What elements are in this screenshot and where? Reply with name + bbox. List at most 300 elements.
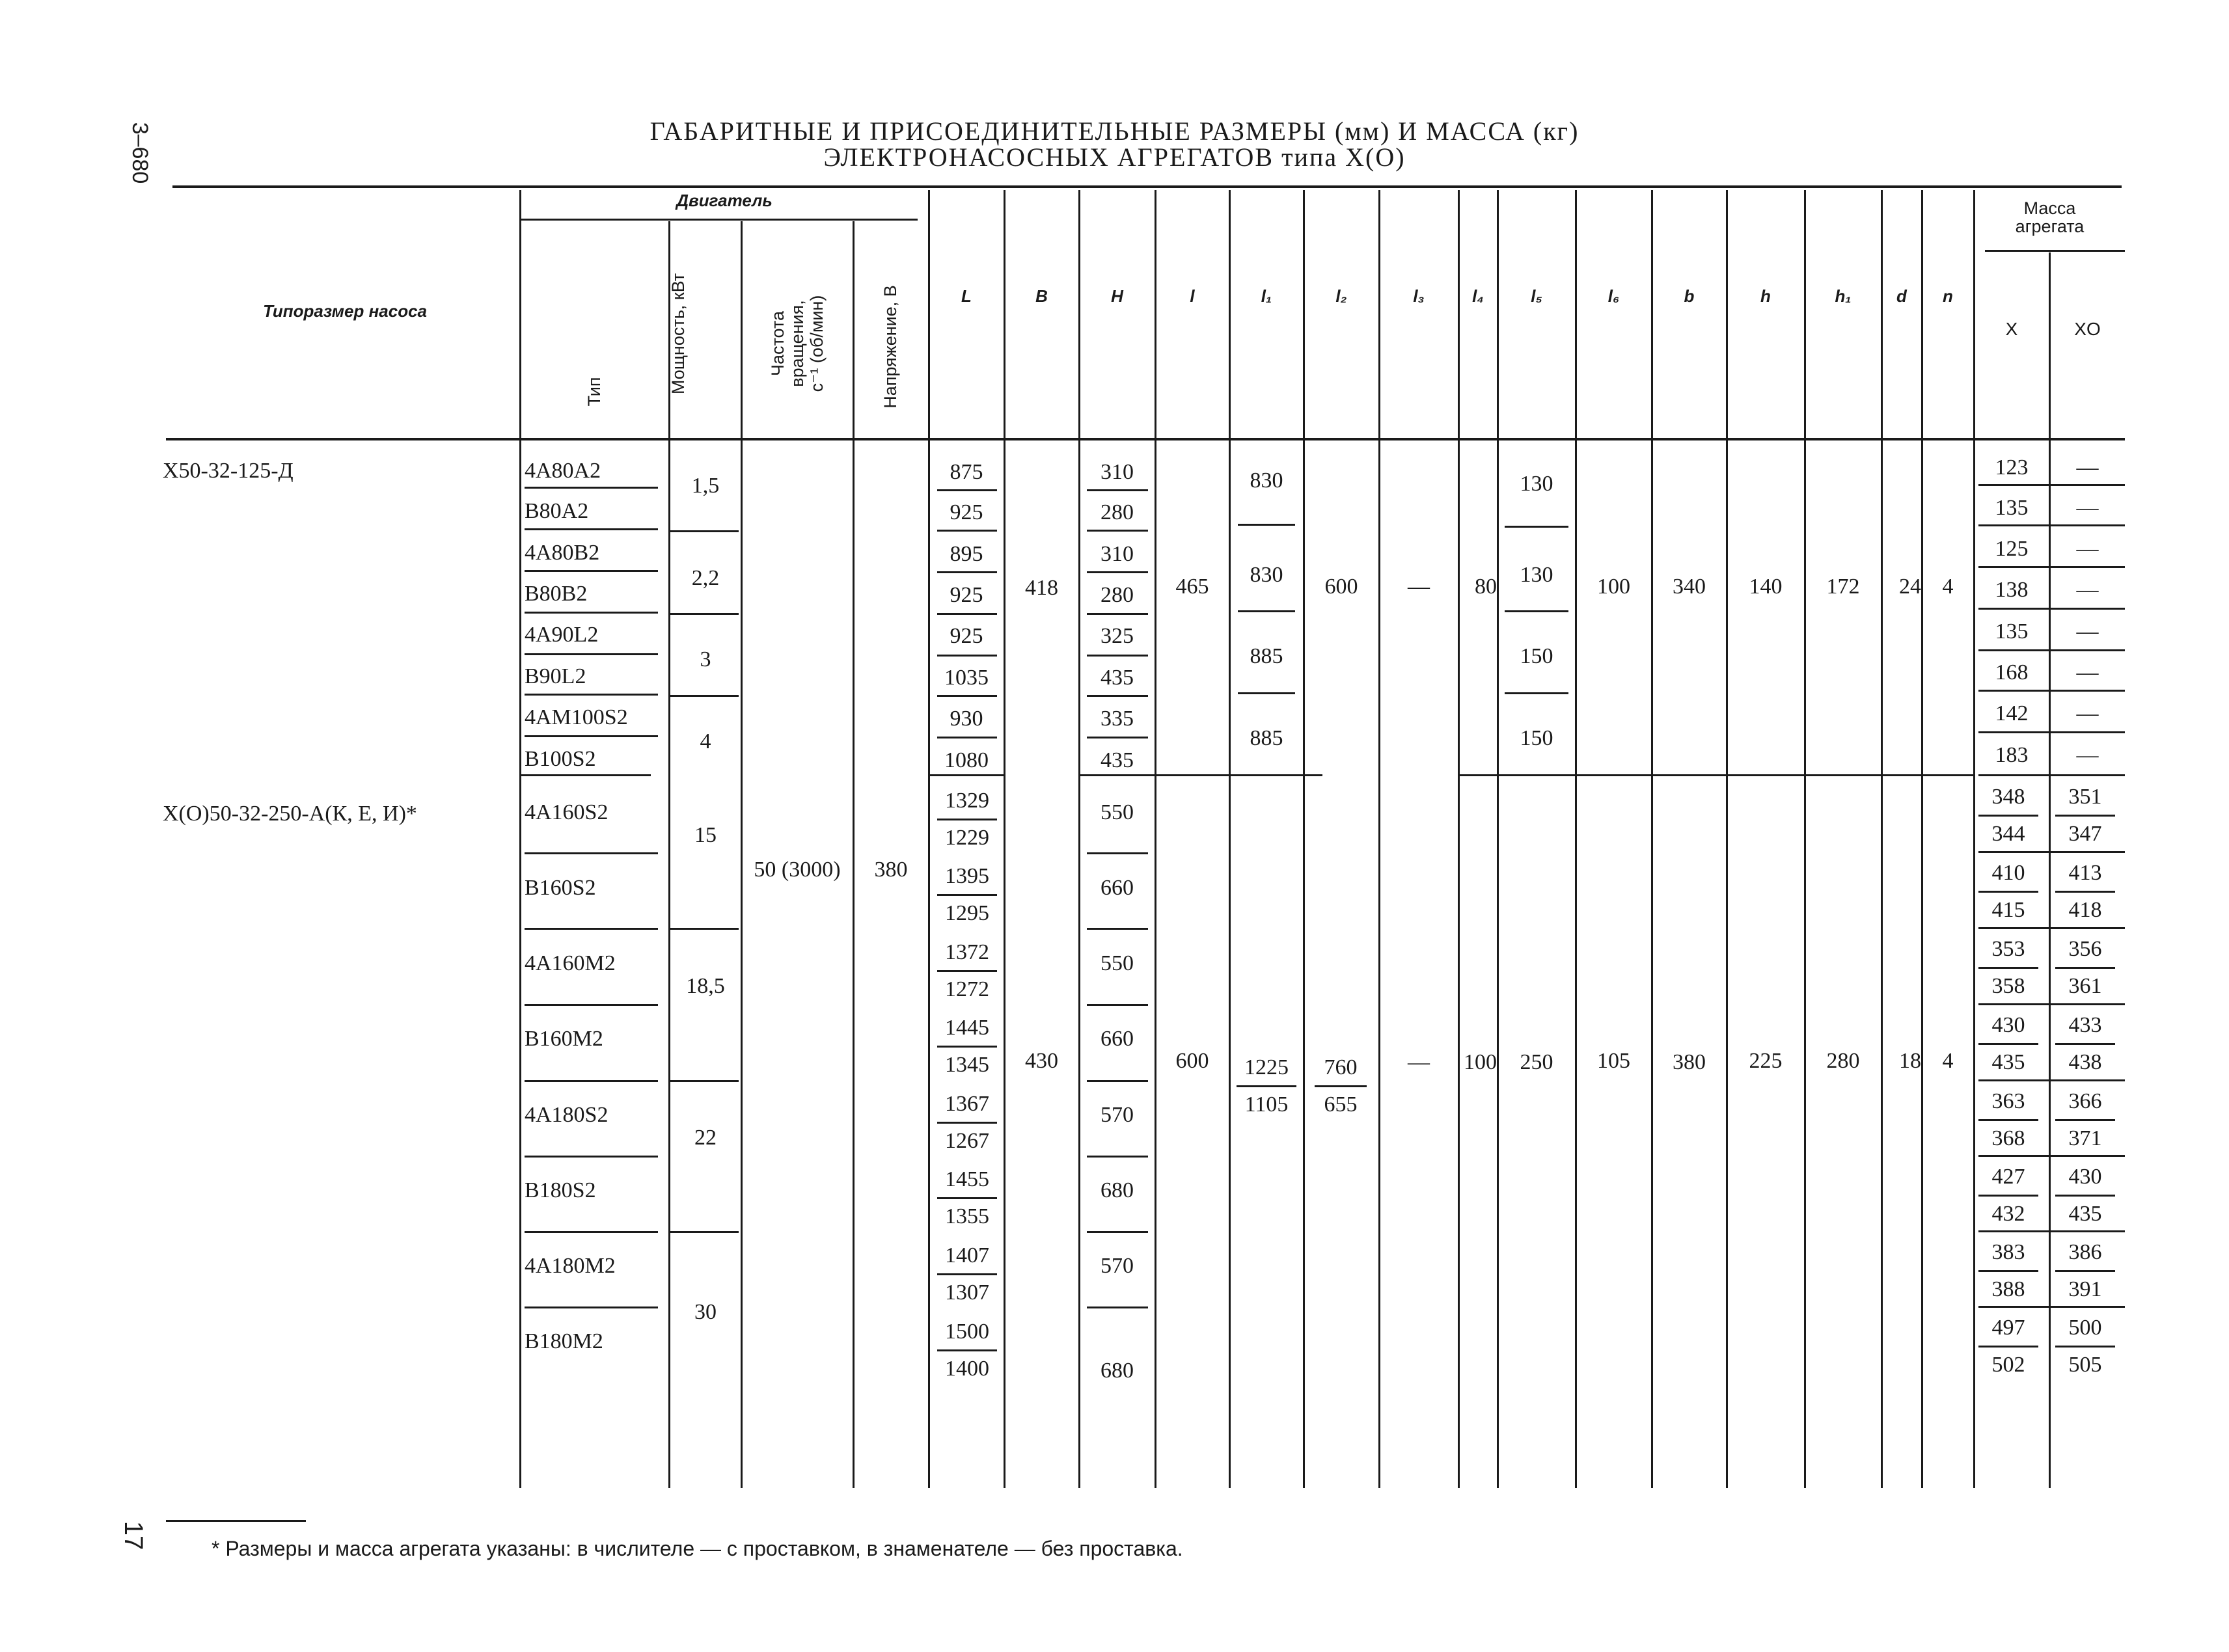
rule bbox=[525, 1231, 658, 1233]
g1-mass-x: 138 bbox=[1995, 578, 2029, 602]
rule bbox=[1978, 484, 2125, 486]
g2-B: 430 bbox=[1025, 1049, 1058, 1073]
rule bbox=[1978, 927, 2125, 929]
rule bbox=[670, 1080, 739, 1082]
g1-b: 340 bbox=[1673, 575, 1706, 599]
g2-L bbox=[937, 1162, 997, 1234]
g2-L bbox=[937, 859, 997, 931]
g2-l2-den: 655 bbox=[1324, 1092, 1358, 1117]
g1-H: 310 bbox=[1101, 460, 1134, 484]
col-rule bbox=[1651, 190, 1653, 1488]
rule bbox=[525, 852, 658, 854]
g1-l5: 150 bbox=[1520, 644, 1553, 668]
col-rule bbox=[1378, 190, 1380, 1488]
g2-mass-xo bbox=[2055, 856, 2115, 928]
rule bbox=[1238, 524, 1295, 526]
g2-mass-xo-num: 500 bbox=[2055, 1310, 2115, 1347]
g2-H: 570 bbox=[1101, 1254, 1134, 1278]
g1-l5: 130 bbox=[1520, 472, 1553, 496]
rule bbox=[1978, 1306, 2125, 1308]
g2-mass-xo-den: 347 bbox=[2068, 822, 2102, 846]
col-rule bbox=[1458, 190, 1460, 1488]
g2-mass-xo bbox=[2055, 1310, 2115, 1383]
g2-L-den: 1355 bbox=[945, 1204, 989, 1228]
g1-n: 4 bbox=[1942, 575, 1954, 599]
col-rule bbox=[853, 221, 855, 1488]
g2-H: 680 bbox=[1101, 1359, 1134, 1383]
g2-mass-xo-den: 505 bbox=[2068, 1353, 2102, 1377]
g2-mass-xo-den: 391 bbox=[2068, 1277, 2102, 1301]
col-rule bbox=[1497, 190, 1499, 1488]
rule bbox=[1087, 737, 1148, 738]
footnote: * Размеры и масса агрегата указаны: в числителе — с проставком, в знаменателе — без проставка. bbox=[212, 1537, 1183, 1560]
rule bbox=[1505, 526, 1568, 528]
g1-H: 280 bbox=[1101, 583, 1134, 607]
g2-l6: 105 bbox=[1597, 1049, 1630, 1073]
group2-pump: X(O)50-32-250-A(К, Е, И)* bbox=[163, 802, 417, 826]
g2-L bbox=[937, 783, 997, 856]
g1-H: 310 bbox=[1101, 542, 1134, 566]
g1-l5: 130 bbox=[1520, 563, 1553, 587]
g1-type: 4A90L2 bbox=[525, 623, 599, 647]
g2-type: 4A180M2 bbox=[525, 1254, 616, 1278]
g2-L bbox=[937, 1314, 997, 1387]
g2-mass-xo-num: 430 bbox=[2055, 1159, 2115, 1197]
g1-mass-x: 183 bbox=[1995, 743, 2029, 767]
g2-mass-x-num: 497 bbox=[1978, 1310, 2038, 1347]
g2-mass-x bbox=[1978, 1159, 2038, 1232]
g2-l1-den: 1105 bbox=[1244, 1092, 1289, 1117]
g2-L bbox=[937, 1010, 997, 1083]
g1-mass-x: 168 bbox=[1995, 660, 2029, 684]
g2-mass-x-num: 363 bbox=[1978, 1084, 2038, 1121]
rule bbox=[670, 1231, 739, 1233]
g1-H: 325 bbox=[1101, 624, 1134, 648]
header-l4: l₄ bbox=[1472, 286, 1484, 306]
g2-L bbox=[937, 1087, 997, 1159]
g2-mass-x-num: 383 bbox=[1978, 1235, 2038, 1272]
g2-L-num: 1407 bbox=[937, 1238, 997, 1275]
g2-power: 30 bbox=[694, 1300, 717, 1324]
g2-l1-num: 1225 bbox=[1237, 1050, 1296, 1087]
rule bbox=[525, 928, 658, 930]
header-voltage: Напряжение, В bbox=[881, 285, 900, 409]
g2-type: B160S2 bbox=[525, 876, 596, 900]
header-l5: l₅ bbox=[1531, 286, 1542, 306]
g1-type: B80A2 bbox=[525, 499, 589, 523]
g1-power: 2,2 bbox=[691, 566, 720, 590]
rule bbox=[525, 570, 658, 572]
rule bbox=[1978, 524, 2125, 526]
g1-mass-xo: — bbox=[2076, 701, 2099, 725]
rule bbox=[1505, 692, 1568, 694]
g1-l5: 150 bbox=[1520, 726, 1553, 750]
g2-mass-xo-num: 356 bbox=[2055, 932, 2115, 969]
g1-power: 3 bbox=[700, 647, 711, 671]
col-rule bbox=[1973, 190, 1975, 1488]
header-mass-x: X bbox=[2005, 319, 2018, 339]
rule bbox=[937, 489, 997, 491]
g2-type: 4A160S2 bbox=[525, 800, 609, 824]
g1-power: 4 bbox=[700, 729, 711, 753]
g2-mass-xo-num: 413 bbox=[2055, 856, 2115, 893]
g1-type: B100S2 bbox=[525, 747, 596, 771]
g2-mass-xo-num: 433 bbox=[2055, 1008, 2115, 1045]
speed-value: 50 (3000) bbox=[754, 858, 841, 882]
rule bbox=[670, 613, 739, 615]
g2-mass-x-den: 368 bbox=[1991, 1126, 2025, 1150]
rule bbox=[1978, 1079, 2125, 1081]
g1-L: 925 bbox=[950, 500, 983, 524]
g1-mass-x: 135 bbox=[1995, 496, 2029, 520]
g1-mass-x: 125 bbox=[1995, 537, 2029, 561]
g2-mass-xo bbox=[2055, 1235, 2115, 1307]
g2-L bbox=[937, 935, 997, 1007]
header-engine: Двигатель bbox=[676, 191, 773, 210]
rule bbox=[937, 530, 997, 532]
g2-mass-xo-den: 361 bbox=[2068, 974, 2102, 998]
rule bbox=[1087, 571, 1148, 573]
g2-mass-x bbox=[1978, 779, 2038, 852]
g1-mass-xo: — bbox=[2076, 578, 2099, 602]
header-power: Мощность, кВт bbox=[668, 273, 688, 395]
header-speed bbox=[768, 278, 827, 409]
g2-mass-xo bbox=[2055, 779, 2115, 852]
rule bbox=[937, 571, 997, 573]
g1-L: 1080 bbox=[944, 748, 989, 772]
g1-B: 418 bbox=[1025, 576, 1058, 600]
g2-l: 600 bbox=[1175, 1049, 1209, 1073]
g2-mass-x-den: 388 bbox=[1991, 1277, 2025, 1301]
rule bbox=[1238, 692, 1295, 694]
g2-mass-xo-den: 438 bbox=[2068, 1050, 2102, 1074]
col-rule bbox=[1881, 190, 1883, 1488]
g2-L bbox=[937, 1238, 997, 1310]
g2-type: B180M2 bbox=[525, 1329, 603, 1353]
header-H: H bbox=[1111, 286, 1123, 306]
rule bbox=[1080, 774, 1322, 776]
g2-l3: — bbox=[1408, 1050, 1430, 1074]
g1-H: 280 bbox=[1101, 500, 1134, 524]
page-title: ГАБАРИТНЫЕ И ПРИСОЕДИНИТЕЛЬНЫЕ РАЗМЕРЫ (мм) И МАССА (кг) bbox=[650, 116, 1579, 146]
rule bbox=[929, 774, 1004, 776]
rule bbox=[1087, 489, 1148, 491]
rule bbox=[1978, 731, 2125, 733]
g2-L-den: 1307 bbox=[945, 1280, 989, 1305]
rule bbox=[525, 1156, 658, 1158]
header-mass-line2: агрегата bbox=[2015, 217, 2085, 236]
rule bbox=[1978, 1230, 2125, 1232]
g2-mass-x bbox=[1978, 1235, 2038, 1307]
g2-mass-x-den: 358 bbox=[1991, 974, 2025, 998]
g2-mass-x-den: 432 bbox=[1991, 1202, 2025, 1226]
header-l3: l₃ bbox=[1413, 286, 1425, 306]
col-rule bbox=[1303, 190, 1305, 1488]
page-number: 17 bbox=[119, 1521, 148, 1550]
g1-mass-xo: — bbox=[2076, 619, 2099, 643]
rule bbox=[1978, 1155, 2125, 1157]
g1-l1: 885 bbox=[1250, 726, 1283, 750]
g1-l3: — bbox=[1408, 575, 1430, 599]
rule bbox=[1087, 695, 1148, 697]
g2-power: 18,5 bbox=[686, 974, 725, 998]
g2-mass-xo-num: 351 bbox=[2055, 779, 2115, 817]
header-type: Тип bbox=[584, 377, 604, 407]
header-b: b bbox=[1684, 286, 1695, 306]
g1-h: 140 bbox=[1749, 575, 1783, 599]
rule bbox=[937, 655, 997, 657]
g2-h1: 280 bbox=[1826, 1049, 1860, 1073]
col-rule bbox=[1921, 190, 1923, 1488]
g2-L-num: 1445 bbox=[937, 1010, 997, 1048]
g2-type: 4A160M2 bbox=[525, 951, 616, 975]
header-mass-line1: Масса bbox=[2023, 198, 2076, 218]
g1-mass-x: 135 bbox=[1995, 619, 2029, 643]
rule bbox=[1978, 851, 2125, 853]
header-d: d bbox=[1896, 286, 1907, 306]
footnote-rule bbox=[166, 1520, 306, 1522]
rule bbox=[525, 612, 658, 614]
rule bbox=[525, 694, 658, 696]
g2-L-den: 1295 bbox=[945, 901, 989, 925]
g2-h: 225 bbox=[1749, 1049, 1783, 1073]
g1-power: 1,5 bbox=[691, 474, 720, 498]
g2-mass-x bbox=[1978, 1310, 2038, 1383]
col-rule bbox=[1004, 190, 1005, 1488]
header-n: n bbox=[1943, 286, 1953, 306]
rule bbox=[521, 774, 651, 776]
g2-L-den: 1400 bbox=[945, 1357, 989, 1381]
rule bbox=[1505, 610, 1568, 612]
g2-n: 4 bbox=[1942, 1049, 1954, 1073]
g1-L: 925 bbox=[950, 624, 983, 648]
header-L: L bbox=[961, 286, 972, 306]
rule bbox=[1087, 928, 1148, 930]
rule bbox=[1087, 655, 1148, 657]
g2-L-num: 1500 bbox=[937, 1314, 997, 1351]
g2-H: 550 bbox=[1101, 951, 1134, 975]
g2-mass-x bbox=[1978, 1084, 2038, 1156]
rule bbox=[1087, 1307, 1148, 1308]
g2-mass-xo bbox=[2055, 1159, 2115, 1232]
header-speed-line1: Частота вращения, bbox=[768, 300, 807, 387]
side-label: 3–680 bbox=[128, 122, 152, 184]
col-rule bbox=[2049, 252, 2051, 1488]
g2-power: 15 bbox=[694, 823, 717, 847]
g1-L: 930 bbox=[950, 707, 983, 731]
mass-group-rule bbox=[1985, 250, 2125, 252]
g1-L: 895 bbox=[950, 542, 983, 566]
table-top-rule bbox=[172, 185, 2122, 188]
g2-power: 22 bbox=[694, 1126, 717, 1150]
g2-mass-xo-den: 418 bbox=[2068, 898, 2102, 922]
g1-l1: 830 bbox=[1250, 468, 1283, 493]
rule bbox=[1087, 1080, 1148, 1082]
g2-l1 bbox=[1237, 1050, 1296, 1122]
header-bottom-rule bbox=[166, 438, 2125, 440]
g2-type: B160M2 bbox=[525, 1027, 603, 1051]
col-rule bbox=[928, 190, 930, 1488]
rule bbox=[525, 653, 658, 655]
g1-l2: 600 bbox=[1324, 575, 1358, 599]
g1-H: 435 bbox=[1101, 666, 1134, 690]
rule bbox=[1087, 530, 1148, 532]
g2-mass-x bbox=[1978, 1008, 2038, 1080]
g2-L-den: 1267 bbox=[945, 1129, 989, 1153]
header-mass-xo: XO bbox=[2074, 319, 2101, 339]
col-rule bbox=[1575, 190, 1577, 1488]
rule bbox=[525, 1080, 658, 1082]
g1-mass-xo: — bbox=[2076, 660, 2099, 684]
g2-l4: 100 bbox=[1464, 1050, 1497, 1074]
g1-l4: 80 bbox=[1475, 575, 1497, 599]
rule bbox=[937, 613, 997, 615]
g2-L-num: 1395 bbox=[937, 859, 997, 896]
g2-type: B180S2 bbox=[525, 1178, 596, 1202]
rule bbox=[1459, 774, 1973, 776]
g2-mass-x-den: 502 bbox=[1991, 1353, 2025, 1377]
header-l2: l₂ bbox=[1335, 286, 1347, 306]
g2-l2 bbox=[1315, 1050, 1367, 1122]
rule bbox=[670, 928, 739, 930]
g2-L-num: 1455 bbox=[937, 1162, 997, 1199]
g1-l: 465 bbox=[1175, 575, 1209, 599]
g1-l6: 100 bbox=[1597, 575, 1630, 599]
g1-type: 4A80A2 bbox=[525, 459, 601, 483]
col-rule bbox=[1229, 190, 1231, 1488]
g1-mass-x: 123 bbox=[1995, 455, 2029, 480]
rule bbox=[1978, 690, 2125, 692]
g2-mass-x-num: 430 bbox=[1978, 1008, 2038, 1045]
g1-h1: 172 bbox=[1826, 575, 1860, 599]
g1-type: 4A80B2 bbox=[525, 541, 600, 565]
col-rule bbox=[1078, 190, 1080, 1488]
g2-d: 18 bbox=[1899, 1049, 1921, 1073]
g1-d: 24 bbox=[1899, 575, 1921, 599]
g2-mass-xo-num: 386 bbox=[2055, 1235, 2115, 1272]
g2-mass-x-num: 353 bbox=[1978, 932, 2038, 969]
header-h: h bbox=[1760, 286, 1771, 306]
g2-l5: 250 bbox=[1520, 1050, 1553, 1074]
g1-L: 875 bbox=[950, 460, 983, 484]
rule bbox=[1238, 610, 1295, 612]
rule bbox=[525, 528, 658, 530]
rule bbox=[525, 487, 658, 489]
g2-L-num: 1329 bbox=[937, 783, 997, 820]
header-l1: l₁ bbox=[1261, 286, 1272, 306]
voltage-value: 380 bbox=[874, 858, 908, 882]
rule bbox=[1087, 613, 1148, 615]
g1-l1: 830 bbox=[1250, 563, 1283, 587]
rule bbox=[937, 737, 997, 738]
g2-mass-x-den: 344 bbox=[1991, 822, 2025, 846]
header-pump-size: Типоразмер насоса bbox=[262, 301, 428, 321]
col-rule bbox=[741, 221, 743, 1488]
g2-mass-xo-den: 371 bbox=[2068, 1126, 2102, 1150]
col-rule bbox=[1155, 190, 1156, 1488]
g1-mass-x: 142 bbox=[1995, 701, 2029, 725]
page-subtitle: ЭЛЕКТРОНАСОСНЫХ АГРЕГАТОВ типа Х(О) bbox=[823, 142, 1406, 172]
header-h1: h₁ bbox=[1835, 286, 1852, 306]
header-l: l bbox=[1190, 286, 1195, 306]
rule bbox=[1087, 852, 1148, 854]
group1-pump: X50-32-125-Д bbox=[163, 459, 294, 483]
g2-mass-xo bbox=[2055, 932, 2115, 1004]
g2-mass-x bbox=[1978, 856, 2038, 928]
g2-mass-x-den: 415 bbox=[1991, 898, 2025, 922]
rule bbox=[937, 695, 997, 697]
header-speed-line2: с⁻¹ (об/мин) bbox=[807, 295, 827, 392]
g2-mass-x-num: 348 bbox=[1978, 779, 2038, 817]
g2-mass-x-den: 435 bbox=[1991, 1050, 2025, 1074]
g1-L: 925 bbox=[950, 583, 983, 607]
g2-mass-xo bbox=[2055, 1008, 2115, 1080]
g1-mass-xo: — bbox=[2076, 537, 2099, 561]
g2-mass-xo bbox=[2055, 1084, 2115, 1156]
g2-H: 550 bbox=[1101, 800, 1134, 824]
engine-group-rule bbox=[521, 219, 918, 221]
rule bbox=[525, 735, 658, 737]
col-rule bbox=[668, 221, 670, 1488]
rule bbox=[1978, 608, 2125, 610]
g2-type: 4A180S2 bbox=[525, 1103, 609, 1127]
header-l6: l₆ bbox=[1607, 286, 1620, 306]
col-rule bbox=[1726, 190, 1728, 1488]
header-B: B bbox=[1035, 286, 1048, 306]
g2-H: 680 bbox=[1101, 1178, 1134, 1202]
g2-H: 660 bbox=[1101, 876, 1134, 900]
g2-mass-xo-num: 366 bbox=[2055, 1084, 2115, 1121]
g1-mass-xo: — bbox=[2076, 496, 2099, 520]
g1-type: 4AM100S2 bbox=[525, 705, 628, 729]
g1-mass-xo: — bbox=[2076, 743, 2099, 767]
g1-type: B80B2 bbox=[525, 582, 588, 606]
g2-H: 660 bbox=[1101, 1027, 1134, 1051]
g1-l1: 885 bbox=[1250, 644, 1283, 668]
col-rule bbox=[1804, 190, 1806, 1488]
g2-L-num: 1367 bbox=[937, 1087, 997, 1124]
g2-H: 570 bbox=[1101, 1103, 1134, 1127]
g1-type: B90L2 bbox=[525, 664, 586, 688]
g2-mass-x-num: 410 bbox=[1978, 856, 2038, 893]
g2-mass-x bbox=[1978, 932, 2038, 1004]
rule bbox=[670, 695, 739, 697]
g2-L-den: 1345 bbox=[945, 1053, 989, 1077]
g1-H: 335 bbox=[1101, 707, 1134, 731]
rule bbox=[1087, 1156, 1148, 1158]
rule bbox=[670, 530, 739, 532]
g1-L: 1035 bbox=[944, 666, 989, 690]
g2-L-den: 1272 bbox=[945, 977, 989, 1001]
g2-L-den: 1229 bbox=[945, 826, 989, 850]
g1-H: 435 bbox=[1101, 748, 1134, 772]
g1-mass-xo: — bbox=[2076, 455, 2099, 480]
rule bbox=[1978, 774, 2125, 776]
rule bbox=[1978, 649, 2125, 651]
rule bbox=[525, 1307, 658, 1308]
rule bbox=[1978, 1003, 2125, 1005]
g2-L-num: 1372 bbox=[937, 935, 997, 972]
rule bbox=[1087, 1231, 1148, 1233]
rule bbox=[1087, 1004, 1148, 1006]
g2-l2-num: 760 bbox=[1315, 1050, 1367, 1087]
rule bbox=[1978, 566, 2125, 568]
rule bbox=[525, 1004, 658, 1006]
col-rule bbox=[519, 190, 521, 1488]
g2-mass-xo-den: 435 bbox=[2068, 1202, 2102, 1226]
g2-mass-x-num: 427 bbox=[1978, 1159, 2038, 1197]
g2-b: 380 bbox=[1673, 1050, 1706, 1074]
